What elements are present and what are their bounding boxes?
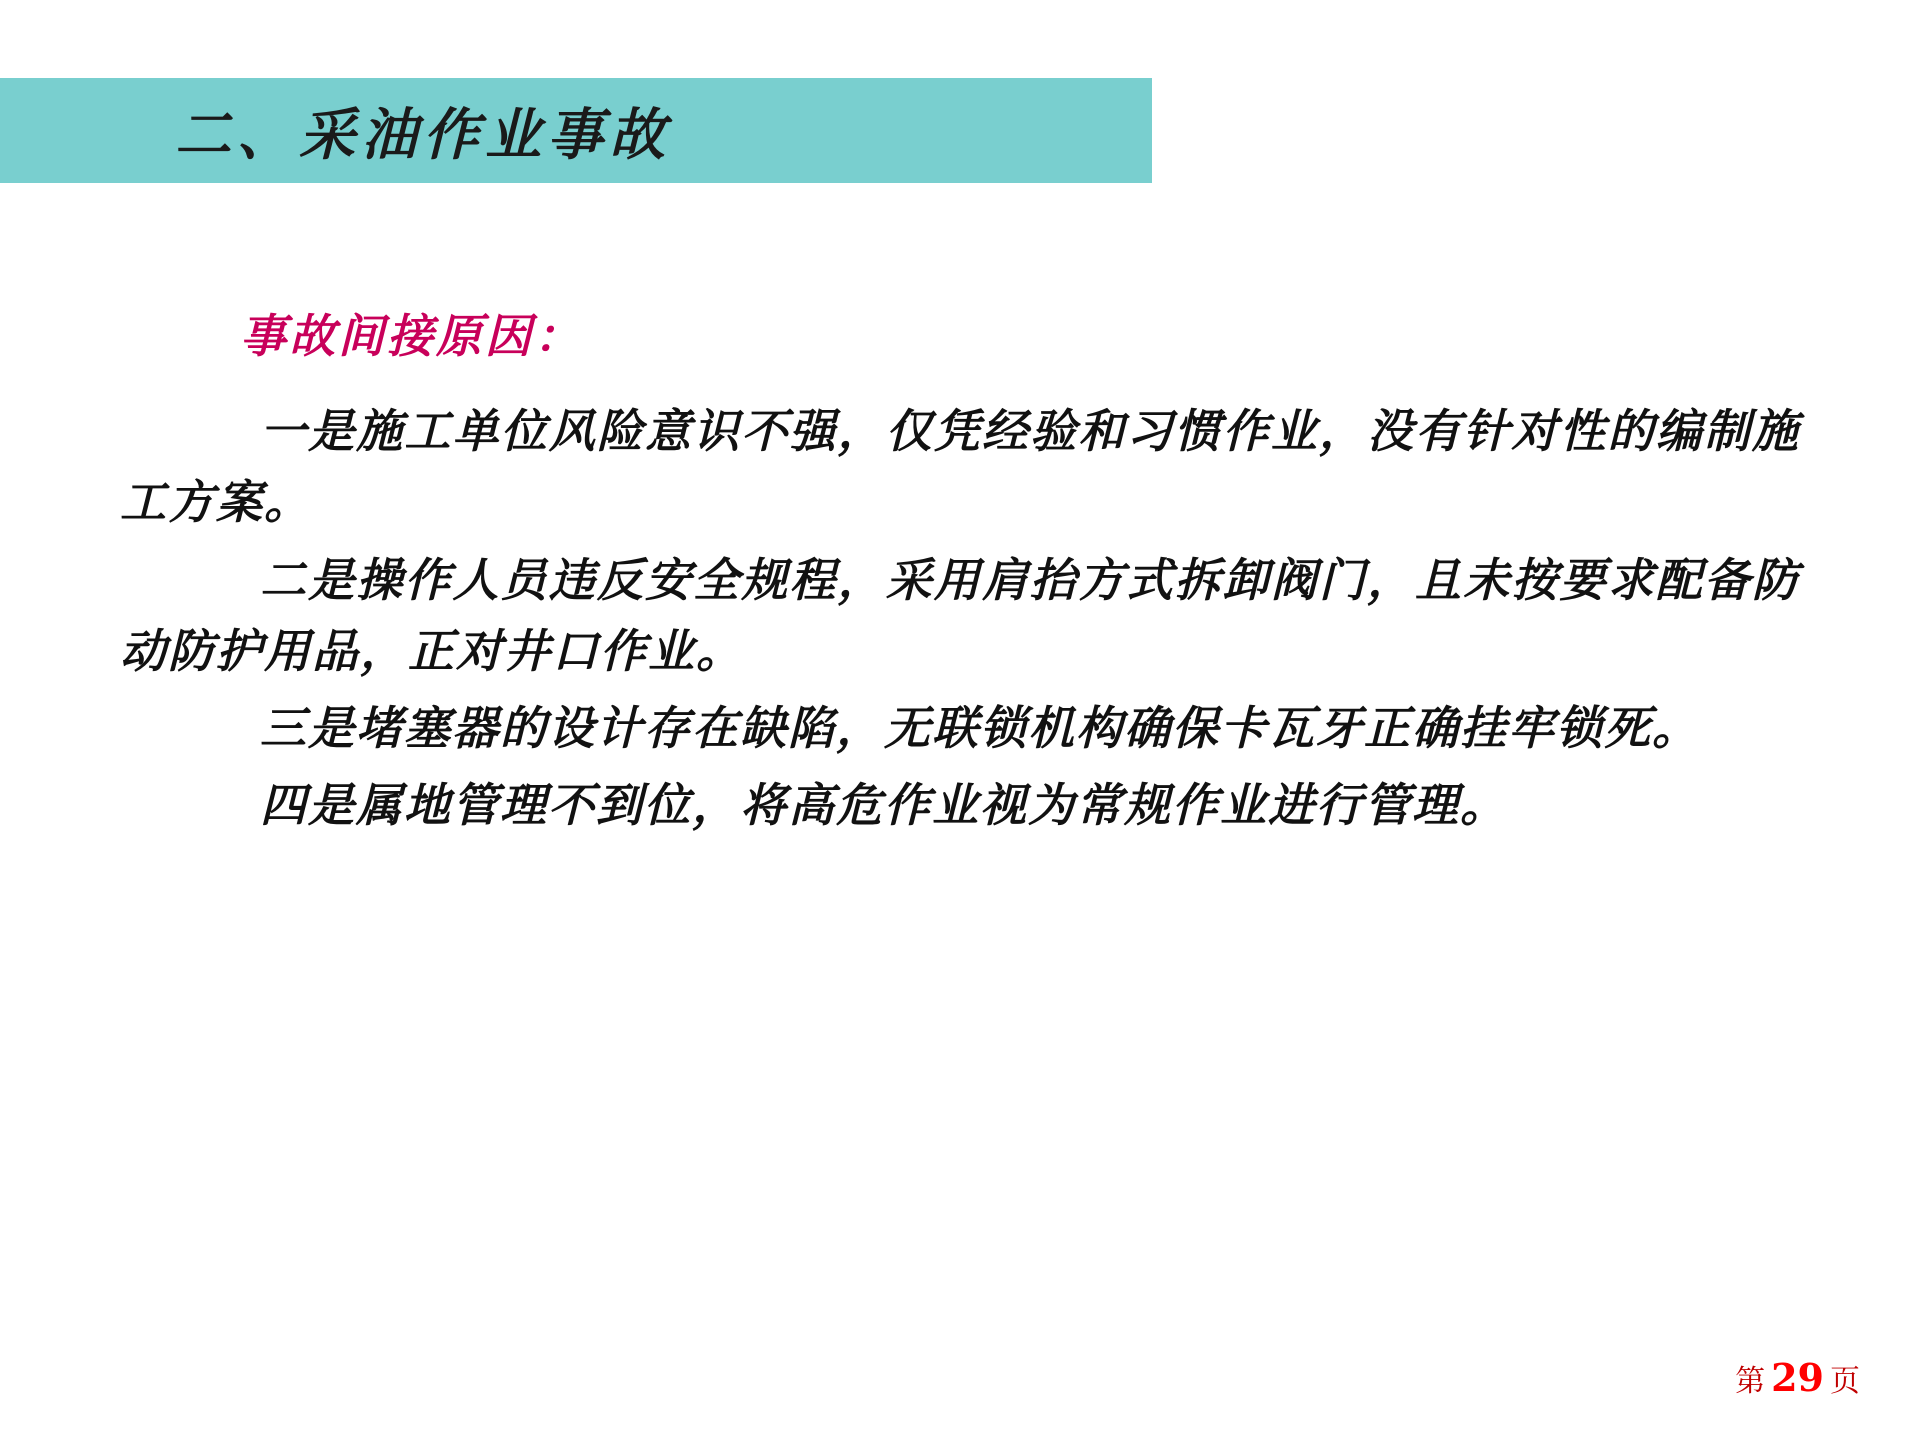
body-paragraph-3: 三是堵塞器的设计存在缺陷，无联锁机构确保卡瓦牙正确挂牢锁死。 <box>260 701 1700 756</box>
page-number-footer <box>1735 1355 1860 1400</box>
page-number-prefix: 第 <box>1735 1364 1766 1399</box>
page-number-value: 29 <box>1771 1355 1824 1400</box>
section-header-band <box>0 78 1152 183</box>
body-paragraph-1: 一是施工单位风险意识不强，仅凭经验和习惯作业，没有针对性的编制施工方案。 <box>120 404 1800 530</box>
lead-label: 事故间接原因： <box>240 309 583 363</box>
body-paragraph-2: 二是操作人员违反安全规程，采用肩抬方式拆卸阀门，且未按要求配备防动防护用品，正对井口作业。 <box>120 552 1800 678</box>
page-number-suffix: 页 <box>1830 1364 1860 1399</box>
page-title: 二、采油作业事故 <box>175 101 671 168</box>
body-paragraph-4: 四是属地管理不到位，将高危作业视为常规作业进行管理。 <box>260 778 1508 833</box>
slide-body <box>0 300 1920 848</box>
